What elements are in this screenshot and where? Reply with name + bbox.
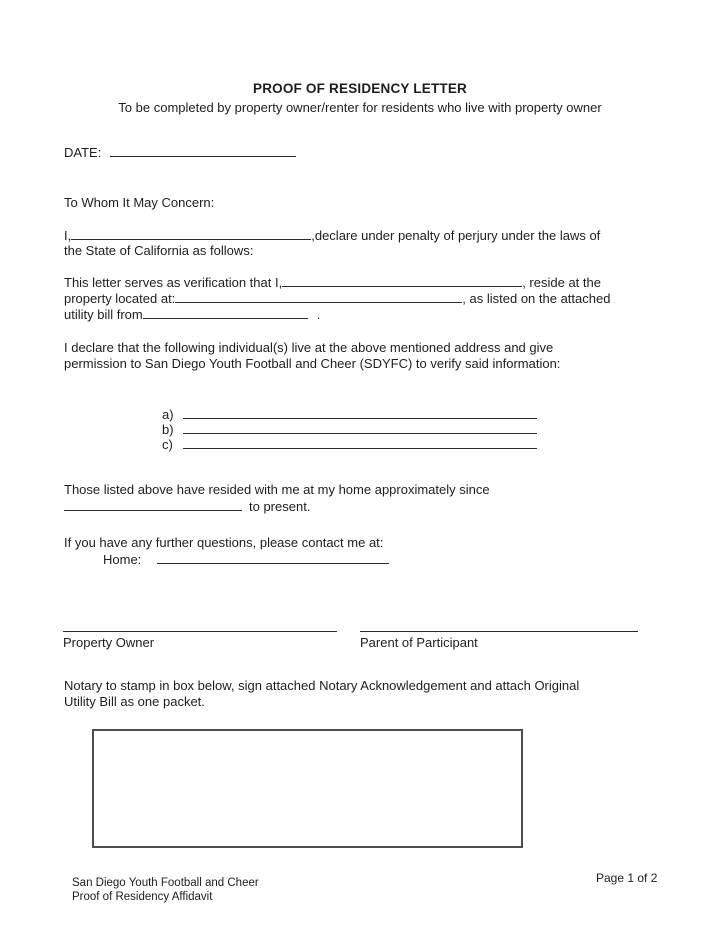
footer-org-line1: San Diego Youth Football and Cheer <box>72 877 259 889</box>
notary-stamp-box[interactable] <box>92 729 523 848</box>
page-indicator: Page 1 of 2 <box>596 871 658 885</box>
declarant-name-fill-in-line[interactable] <box>71 227 311 240</box>
property-address-fill-in-line[interactable] <box>175 290 462 303</box>
property-address-label: property located at: <box>64 291 176 306</box>
verification-line1-suffix: , reside at the <box>522 275 601 290</box>
resident-b-fill-in-line[interactable] <box>183 421 537 434</box>
residency-period-line2-suffix: to present. <box>249 499 311 514</box>
contact-line: If you have any further questions, please contact me at: <box>64 535 384 550</box>
footer-org <box>72 876 259 904</box>
date-fill-in-line[interactable] <box>110 144 296 157</box>
resident-item-label: c) <box>162 437 173 452</box>
property-owner-signature-block <box>63 631 337 651</box>
verification-line3 <box>64 306 320 323</box>
notary-instructions-line1: Notary to stamp in box below, sign attached Notary Acknowledgement and attach Original <box>64 678 580 693</box>
home-label: Home: <box>103 552 142 567</box>
resident-a-fill-in-line[interactable] <box>183 406 537 419</box>
date-row <box>64 144 296 161</box>
perjury-clause: ,declare under penalty of perjury under the laws of <box>311 228 601 243</box>
salutation: To Whom It May Concern: <box>64 195 215 210</box>
resident-list-row <box>162 436 537 453</box>
footer-org-line2: Proof of Residency Affidavit <box>72 891 213 903</box>
verification-line1-prefix: This letter serves as verification that I, <box>64 275 283 290</box>
residency-period-line2 <box>64 498 310 515</box>
verification-line3-suffix: . <box>316 307 321 322</box>
resident-name-fill-in-line[interactable] <box>282 274 522 287</box>
utility-bill-label: utility bill from <box>64 307 143 322</box>
residency-start-date-fill-in-line[interactable] <box>64 498 242 511</box>
page-subtitle: To be completed by property owner/renter for residents who live with property owner <box>118 100 602 115</box>
perjury-statement-line2: the State of California as follows: <box>64 243 254 258</box>
declaration-line2: permission to San Diego Youth Football and Cheer (SDYFC) to verify said information: <box>64 356 561 371</box>
resident-item-label: b) <box>162 422 174 437</box>
home-phone-fill-in-line[interactable] <box>157 551 389 564</box>
home-phone-row <box>103 551 389 568</box>
parent-of-participant-label: Parent of Participant <box>360 635 478 650</box>
residency-period-line1: Those listed above have resided with me at my home approximately since <box>64 482 490 497</box>
notary-instructions-line2: Utility Bill as one packet. <box>64 694 205 709</box>
resident-item-label: a) <box>162 407 174 422</box>
parent-signature-line[interactable] <box>360 631 638 632</box>
property-owner-label: Property Owner <box>63 635 155 650</box>
verification-line2 <box>64 290 610 307</box>
date-label: DATE: <box>64 145 102 160</box>
utility-provider-fill-in-line[interactable] <box>143 306 308 319</box>
parent-signature-block <box>360 631 638 651</box>
verification-line1 <box>64 274 601 291</box>
page-title: PROOF OF RESIDENCY LETTER <box>252 81 468 96</box>
verification-line2-suffix: , as listed on the attached <box>462 291 611 306</box>
property-owner-signature-line[interactable] <box>63 631 337 632</box>
declarant-name-prefix: I, <box>64 228 72 243</box>
resident-c-fill-in-line[interactable] <box>183 436 537 449</box>
perjury-statement-line1 <box>64 227 600 244</box>
declaration-line1: I declare that the following individual(s) live at the above mentioned address and give <box>64 340 554 355</box>
